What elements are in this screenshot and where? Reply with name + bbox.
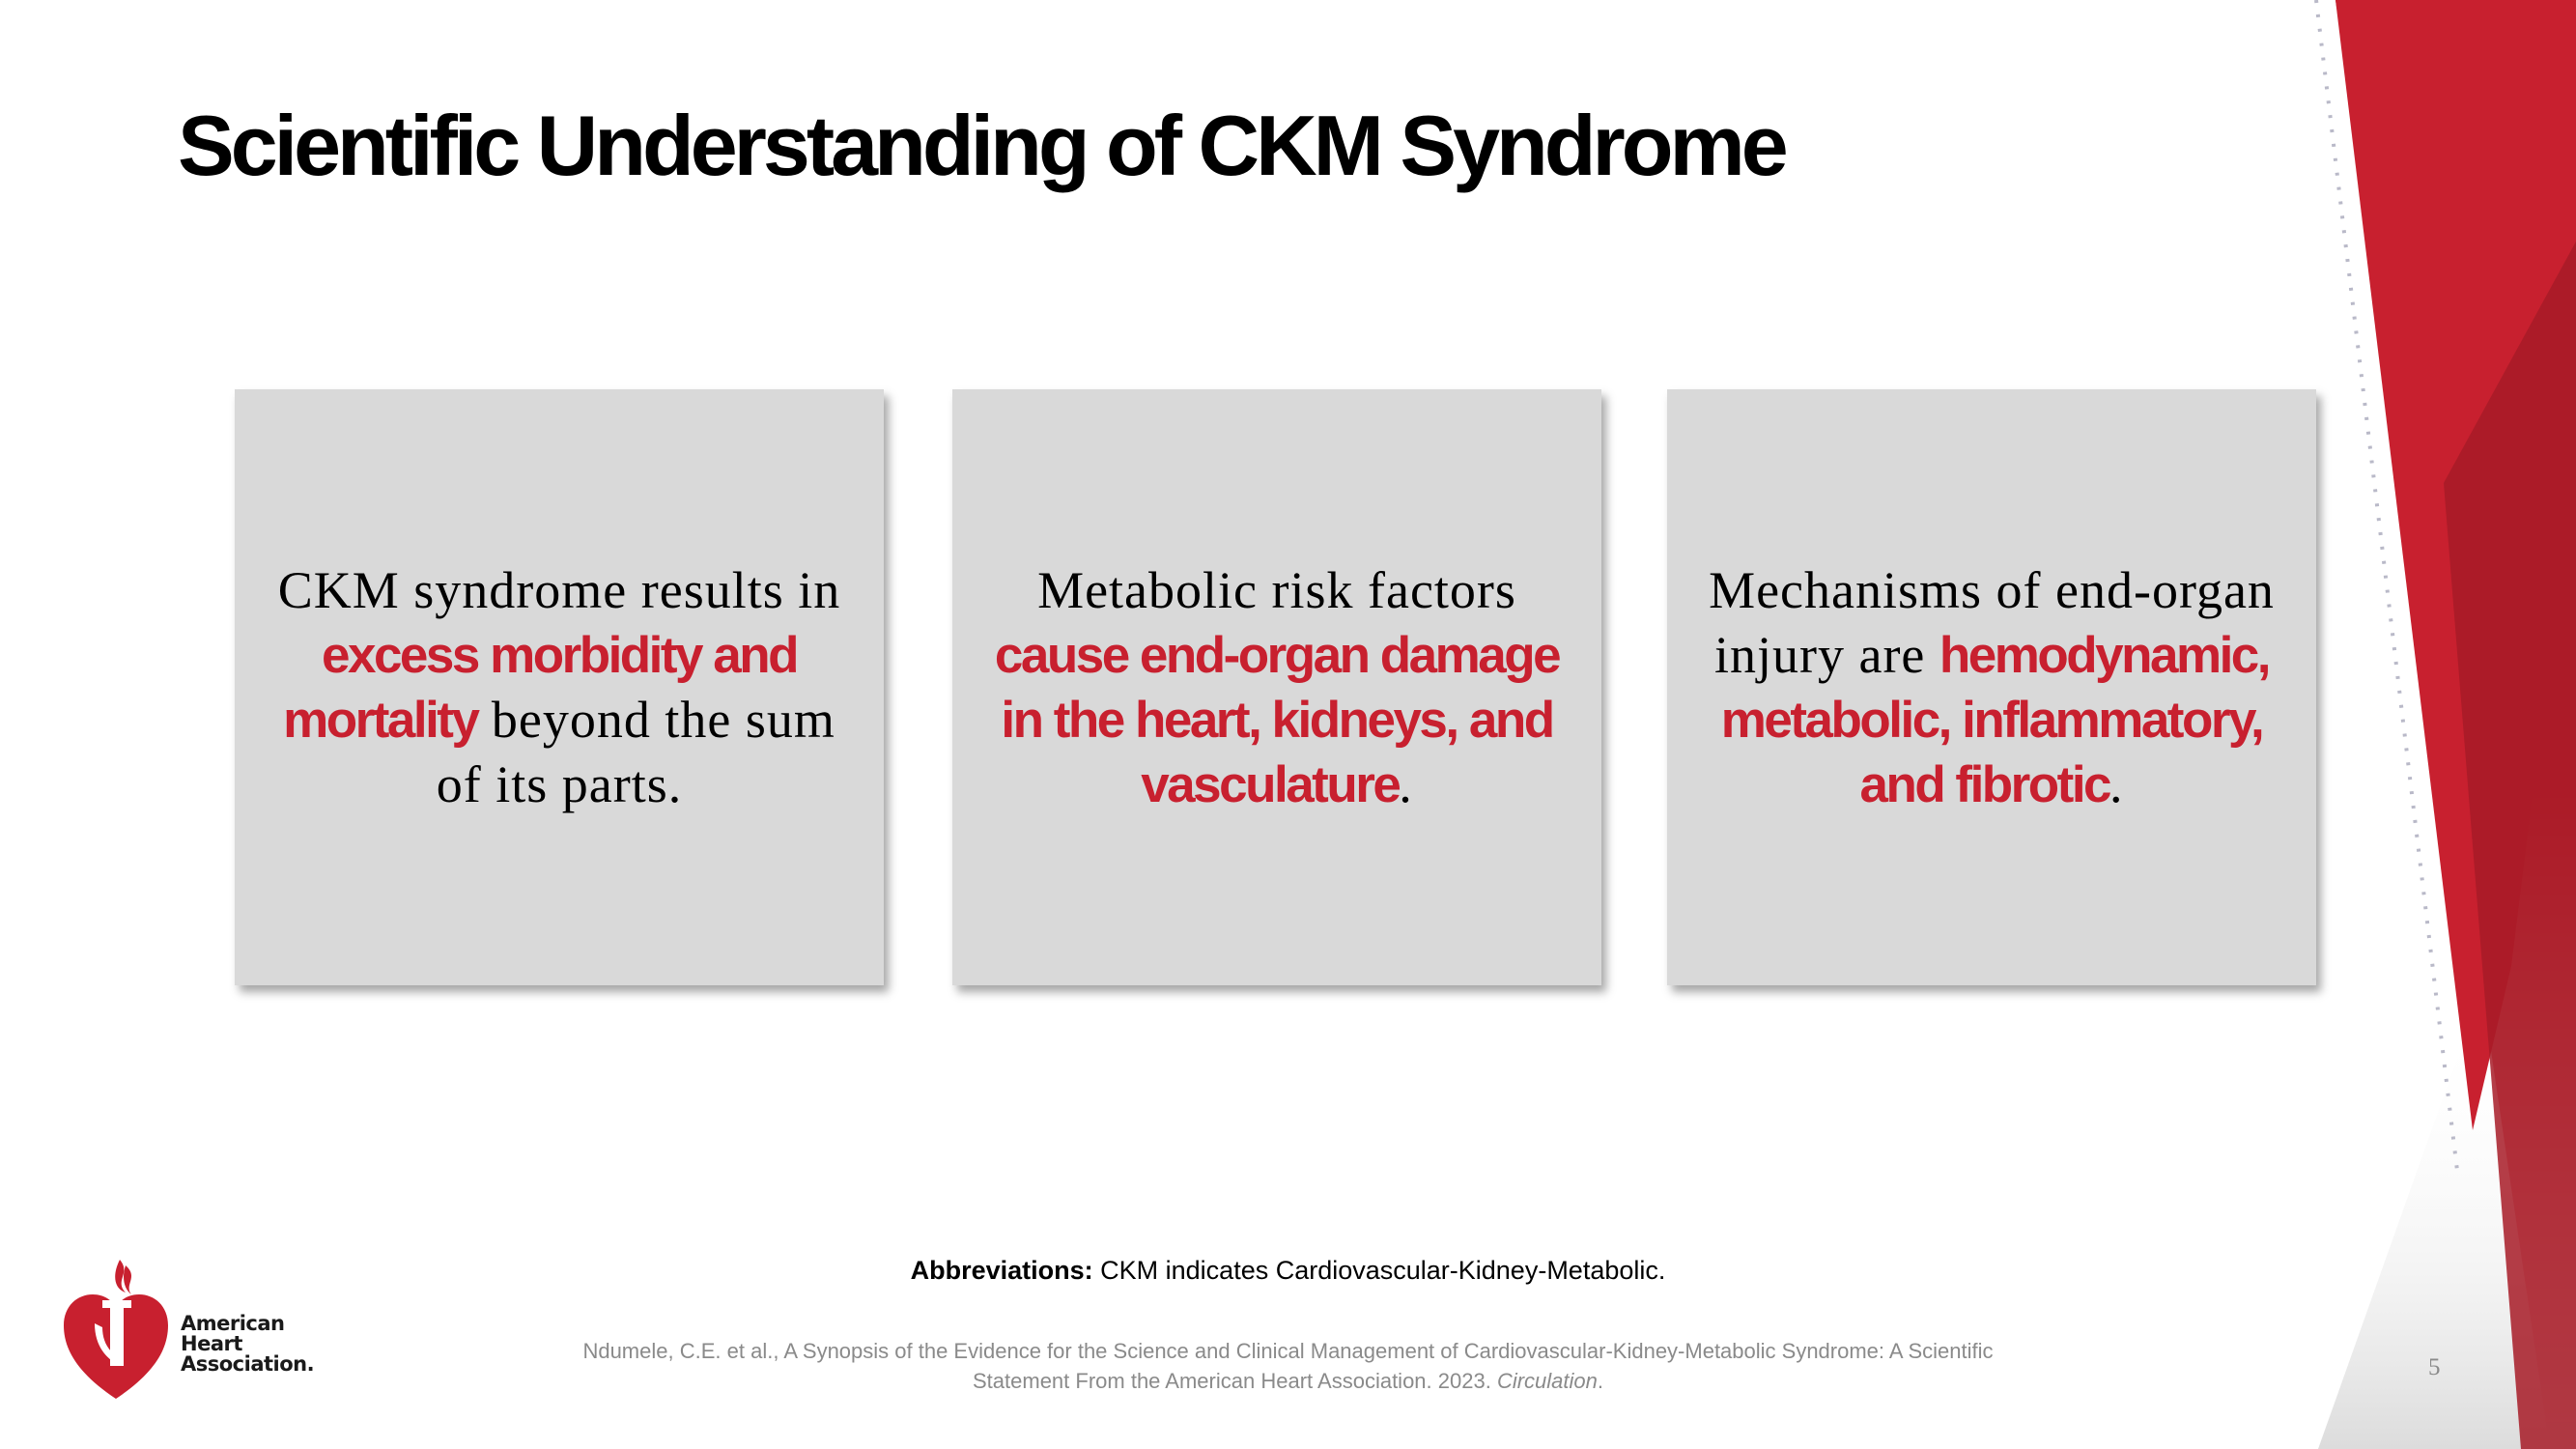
card-text	[1694, 558, 2289, 817]
card-text	[262, 558, 857, 817]
page-number: 5	[2428, 1354, 2441, 1380]
card-text-highlight: hemodynamic, metabolic, inflammatory, and fibrotic	[1720, 626, 2269, 813]
abbreviations-note	[0, 1256, 2576, 1286]
info-card-mechanisms	[1667, 389, 2316, 985]
logo-line: American	[181, 1312, 285, 1335]
logo-line: Association.	[181, 1352, 315, 1376]
card-text	[979, 558, 1574, 817]
organization-logo-text	[181, 1314, 314, 1375]
page-title: Scientific Understanding of CKM Syndrome	[178, 98, 1785, 193]
abbreviations-text: CKM indicates Cardiovascular-Kidney-Metabolic.	[1092, 1256, 1666, 1285]
citation-text: Ndumele, C.E. et al., A Synopsis of the Evidence for the Science and Clinical Management of Cardiovascular-Kidney-Metabolic Syndrome: A Scientific Statement From the American Heart Association. 2023.	[582, 1339, 1994, 1393]
card-text-plain: .	[2109, 754, 2124, 813]
card-text-plain: Metabolic risk factors	[1037, 560, 1516, 619]
citation-journal: Circulation	[1496, 1369, 1598, 1393]
citation-end: .	[1597, 1369, 1603, 1393]
card-text-highlight: cause end-organ damage in the heart, kidneys, and vasculature	[994, 626, 1560, 813]
card-text-plain: .	[1399, 754, 1413, 813]
abbreviations-label: Abbreviations:	[910, 1256, 1093, 1285]
info-card-morbidity	[235, 389, 884, 985]
info-card-risk-factors	[952, 389, 1601, 985]
citation	[580, 1336, 1996, 1396]
card-text-highlight: excess morbidity and mortality	[283, 626, 797, 749]
card-text-plain: beyond the sum of its parts.	[436, 690, 835, 813]
logo-line: Heart	[181, 1332, 242, 1355]
card-text-plain: Mechanisms of end-organ injury are	[1709, 560, 2275, 684]
card-text-plain: CKM syndrome results in	[277, 560, 841, 619]
